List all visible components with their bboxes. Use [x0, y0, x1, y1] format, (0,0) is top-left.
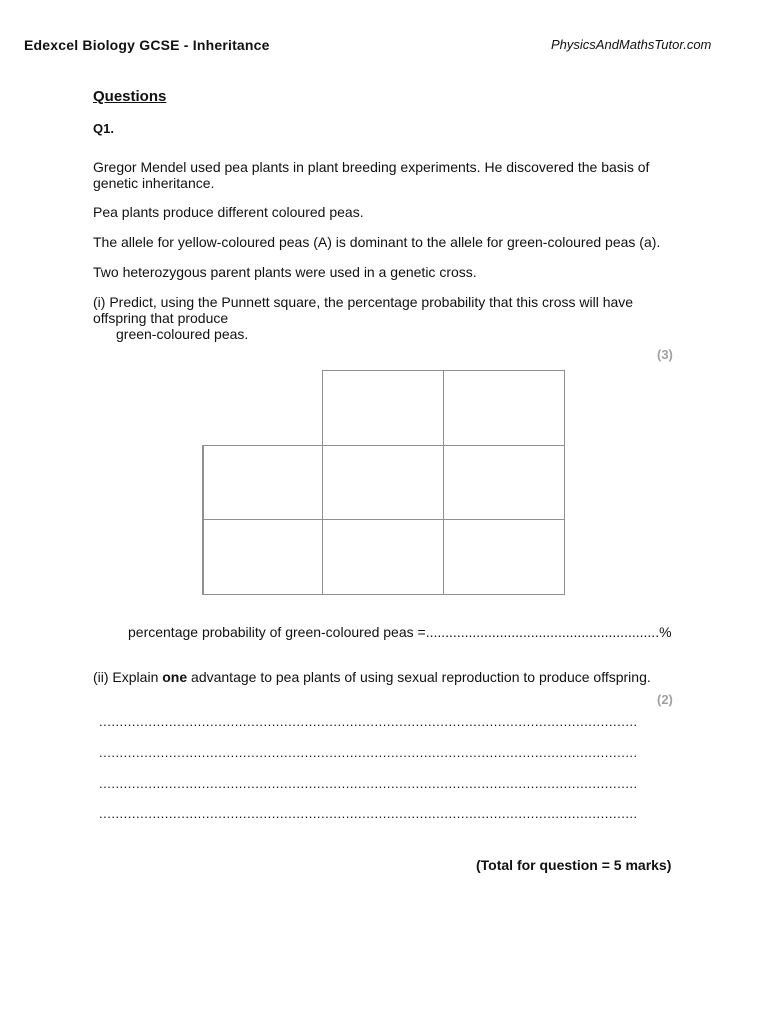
part-i-line-2: offspring that produce: [93, 310, 229, 326]
paragraph-peas: Pea plants produce different coloured peas.: [93, 204, 364, 220]
punnett-side-cell-1[interactable]: [202, 445, 323, 520]
punnett-side-cell-2[interactable]: [202, 519, 323, 595]
document-header-source: PhysicsAndMathsTutor.com: [551, 37, 712, 52]
answer-line-2[interactable]: ...................................................................................................................................: [99, 745, 638, 760]
answer-line-3[interactable]: ...................................................................................................................................: [99, 776, 638, 791]
intro-line-2: genetic inheritance.: [93, 175, 215, 191]
part-i-line-3: green-coloured peas.: [116, 326, 249, 342]
part-ii-prompt: [93, 669, 651, 685]
punnett-cell-1-2[interactable]: [443, 445, 565, 520]
intro-line-1: Gregor Mendel used pea plants in plant breeding experiments. He discovered the basis of: [93, 159, 650, 175]
percentage-unit: %: [659, 624, 672, 640]
question-number: Q1.: [93, 121, 114, 136]
punnett-cell-2-2[interactable]: [443, 519, 565, 595]
answer-line-4[interactable]: ...................................................................................................................................: [99, 806, 638, 821]
punnett-cell-1-1[interactable]: [322, 445, 444, 520]
punnett-header-cell-1[interactable]: [322, 370, 444, 446]
part-i-prompt: [93, 294, 633, 342]
percentage-answer-line[interactable]: [128, 624, 672, 640]
section-title: Questions: [93, 88, 167, 105]
punnett-header-cell-2[interactable]: [443, 370, 565, 446]
total-marks: (Total for question = 5 marks): [476, 857, 672, 873]
part-ii-suffix: advantage to pea plants of using sexual reproduction to produce offspring.: [187, 669, 651, 685]
percentage-answer-label: percentage probability of green-coloured peas =: [128, 624, 426, 640]
part-ii-marks: (2): [657, 692, 673, 707]
document-header-title: Edexcel Biology GCSE - Inheritance: [24, 37, 270, 53]
intro-paragraph: [93, 159, 649, 191]
answer-line-1[interactable]: ...................................................................................................................................: [99, 714, 638, 729]
punnett-left-border: [202, 445, 204, 595]
part-ii-prefix: (ii) Explain: [93, 669, 163, 685]
part-i-marks: (3): [657, 347, 673, 362]
paragraph-cross: Two heterozygous parent plants were used in a genetic cross.: [93, 264, 477, 280]
punnett-cell-2-1[interactable]: [322, 519, 444, 595]
part-i-line-1: (i) Predict, using the Punnett square, the percentage probability that this cross will have: [93, 294, 634, 310]
percentage-answer-dots[interactable]: ............................................................: [425, 624, 660, 640]
part-ii-bold-word: one: [162, 669, 188, 685]
paragraph-alleles: The allele for yellow-coloured peas (A) is dominant to the allele for green-coloured peas (a).: [93, 234, 661, 250]
